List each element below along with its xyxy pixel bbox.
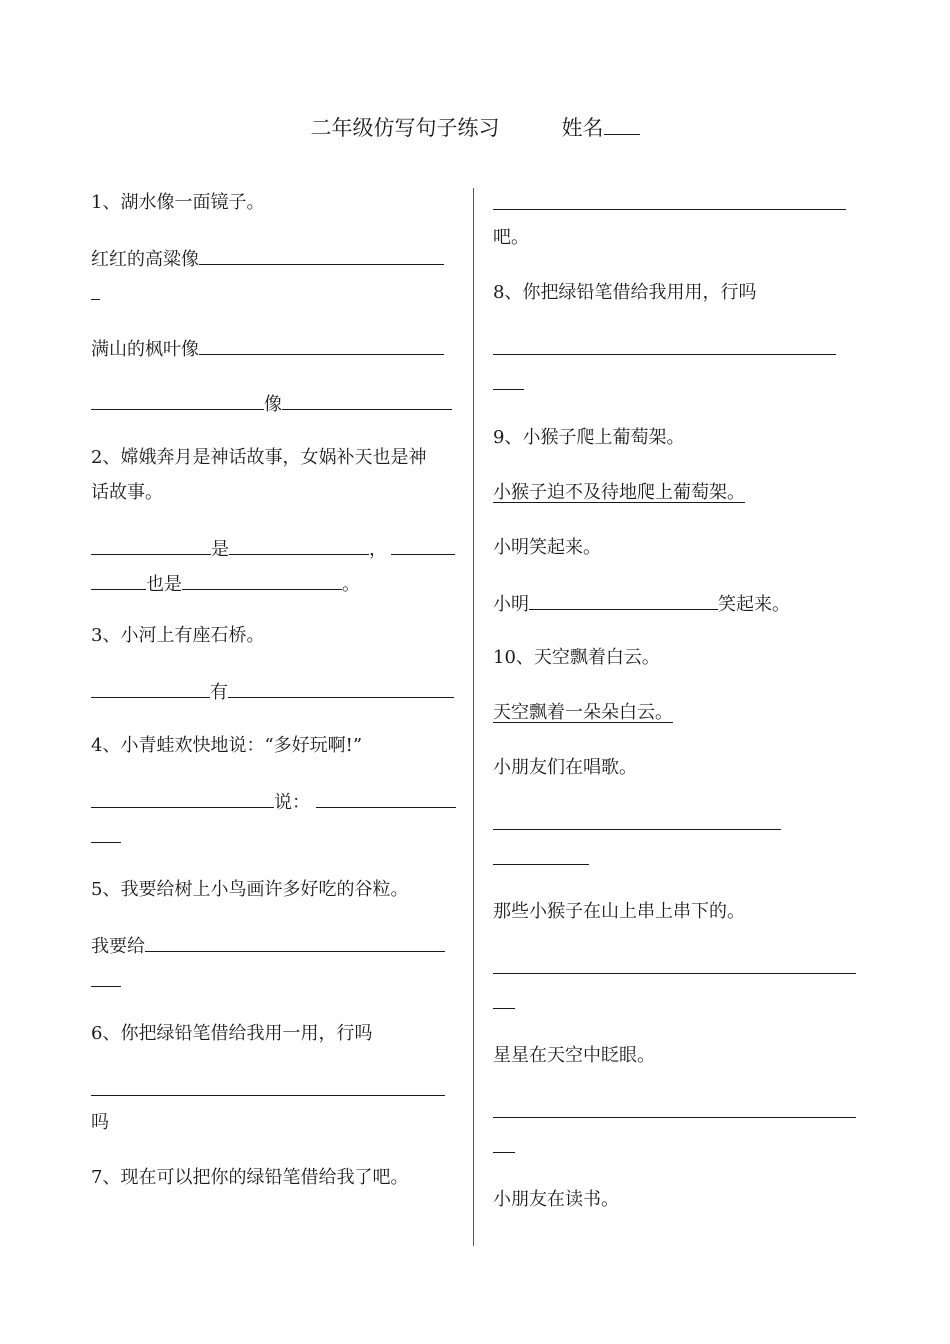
q7-blank-1	[493, 191, 846, 210]
name-blank	[604, 114, 640, 135]
q7-line-a	[493, 191, 846, 217]
q3-blank-2	[228, 679, 454, 698]
q3-a-label: 有	[210, 682, 228, 703]
q1-a-blank	[199, 246, 444, 265]
q1-line-a-wrap	[91, 281, 100, 307]
q1-c-blank-2	[282, 391, 452, 410]
q9-b-label: 笑起来。	[718, 594, 790, 615]
q9-example	[493, 481, 745, 505]
q10-example	[493, 701, 673, 725]
page-title: 二年级仿写句子练习	[310, 116, 500, 140]
q9-line-a	[493, 591, 790, 617]
q10-blank-1	[493, 811, 781, 830]
q10-prompt-3: 星星在天空中眨眼。	[493, 1045, 655, 1066]
q8-line-wrap	[493, 371, 524, 397]
q1-a-label: 红红的高粱像	[91, 249, 199, 270]
q10-line-3	[493, 1099, 856, 1125]
q10-line-2	[493, 955, 856, 981]
q5-blank-wrap	[91, 968, 121, 987]
name-label: 姓名	[561, 116, 604, 140]
q1-line-b	[91, 336, 444, 362]
q4-a-label: 说：	[274, 792, 310, 813]
q10-line-1-wrap	[493, 846, 589, 872]
q5-prompt: 5、我要给树上小鸟画许多好吃的谷粒。	[91, 879, 409, 900]
q10-line-3-wrap	[493, 1134, 515, 1160]
q7-line-end: 吧。	[493, 227, 529, 248]
q2-prompt-1: 2、嫦娥奔月是神话故事，女娲补天也是神	[91, 447, 427, 468]
q4-prompt: 4、小青蛙欢快地说：“多好玩啊!”	[91, 735, 363, 756]
q6-blank-1	[91, 1077, 445, 1096]
q10-line-1	[493, 811, 781, 837]
q6-line-a	[91, 1077, 445, 1103]
q5-a-label: 我要给	[91, 936, 145, 957]
q8-line-a	[493, 336, 836, 362]
q10-line-2-wrap	[493, 990, 515, 1016]
q3-prompt: 3、小河上有座石桥。	[91, 625, 265, 646]
q2-prompt-2: 话故事。	[91, 482, 163, 503]
q10-example-text: 天空飘着一朵朵白云。	[493, 702, 673, 723]
q2-blank-3	[391, 536, 455, 555]
q4-line-wrap	[91, 824, 121, 850]
q3-line-a	[91, 679, 454, 705]
q10-prompt: 10、天空飘着白云。	[493, 647, 660, 668]
q2-line-b	[91, 571, 360, 597]
q1-prompt: 1、湖水像一面镜子。	[91, 192, 265, 213]
q1-line-c	[91, 391, 452, 417]
q2-line-a	[91, 536, 455, 562]
q9-blank-1	[529, 591, 718, 610]
q1-b-blank	[199, 336, 444, 355]
q2-blank-1	[91, 536, 211, 555]
q10-prompt-1: 小朋友们在唱歌。	[493, 757, 637, 778]
column-divider	[473, 188, 474, 1246]
q8-blank-wrap	[493, 371, 524, 390]
q10-blank-1-wrap	[493, 846, 589, 865]
q5-blank-1	[145, 933, 445, 952]
q1-c-label: 像	[264, 394, 282, 415]
q1-b-label: 满山的枫叶像	[91, 339, 199, 360]
q5-line-a	[91, 933, 445, 959]
q2-a-label: 是	[211, 539, 229, 560]
q2-blank-4	[91, 571, 146, 590]
q4-line-a	[91, 789, 456, 815]
q10-blank-3	[493, 1099, 856, 1118]
q10-blank-2	[493, 955, 856, 974]
q10-prompt-4: 小朋友在读书。	[493, 1189, 619, 1210]
q5-line-wrap	[91, 968, 121, 994]
q2-period: 。	[342, 574, 360, 595]
q3-blank-1	[91, 679, 210, 698]
q2-blank-5	[182, 571, 342, 590]
q9-example-text: 小猴子迫不及待地爬上葡萄架。	[493, 482, 745, 503]
q4-blank-1	[91, 789, 274, 808]
q10-blank-2-wrap	[493, 990, 515, 1009]
q2-comma: ，	[369, 539, 387, 560]
q2-blank-2	[229, 536, 369, 555]
worksheet-title	[0, 112, 950, 142]
q4-blank-2	[316, 789, 456, 808]
q7-prompt: 7、现在可以把你的绿铅笔借给我了吧。	[91, 1167, 409, 1188]
q1-line-a	[91, 246, 444, 272]
q1-c-blank-1	[91, 391, 264, 410]
q8-blank-1	[493, 336, 836, 355]
q6-line-end: 吗	[91, 1112, 109, 1133]
q10-prompt-2: 那些小猴子在山上串上串下的。	[493, 901, 745, 922]
q9-prompt: 9、小猴子爬上葡萄架。	[493, 427, 685, 448]
q10-blank-3-wrap	[493, 1134, 515, 1153]
q9-a-label: 小明	[493, 594, 529, 615]
q8-prompt: 8、你把绿铅笔借给我用用，行吗	[493, 282, 757, 303]
q6-prompt: 6、你把绿铅笔借给我用一用，行吗	[91, 1023, 373, 1044]
q2-b-label: 也是	[146, 574, 182, 595]
q1-a-blank-wrap	[91, 281, 100, 300]
q4-blank-wrap	[91, 824, 121, 843]
q9-prompt-2: 小明笑起来。	[493, 537, 601, 558]
